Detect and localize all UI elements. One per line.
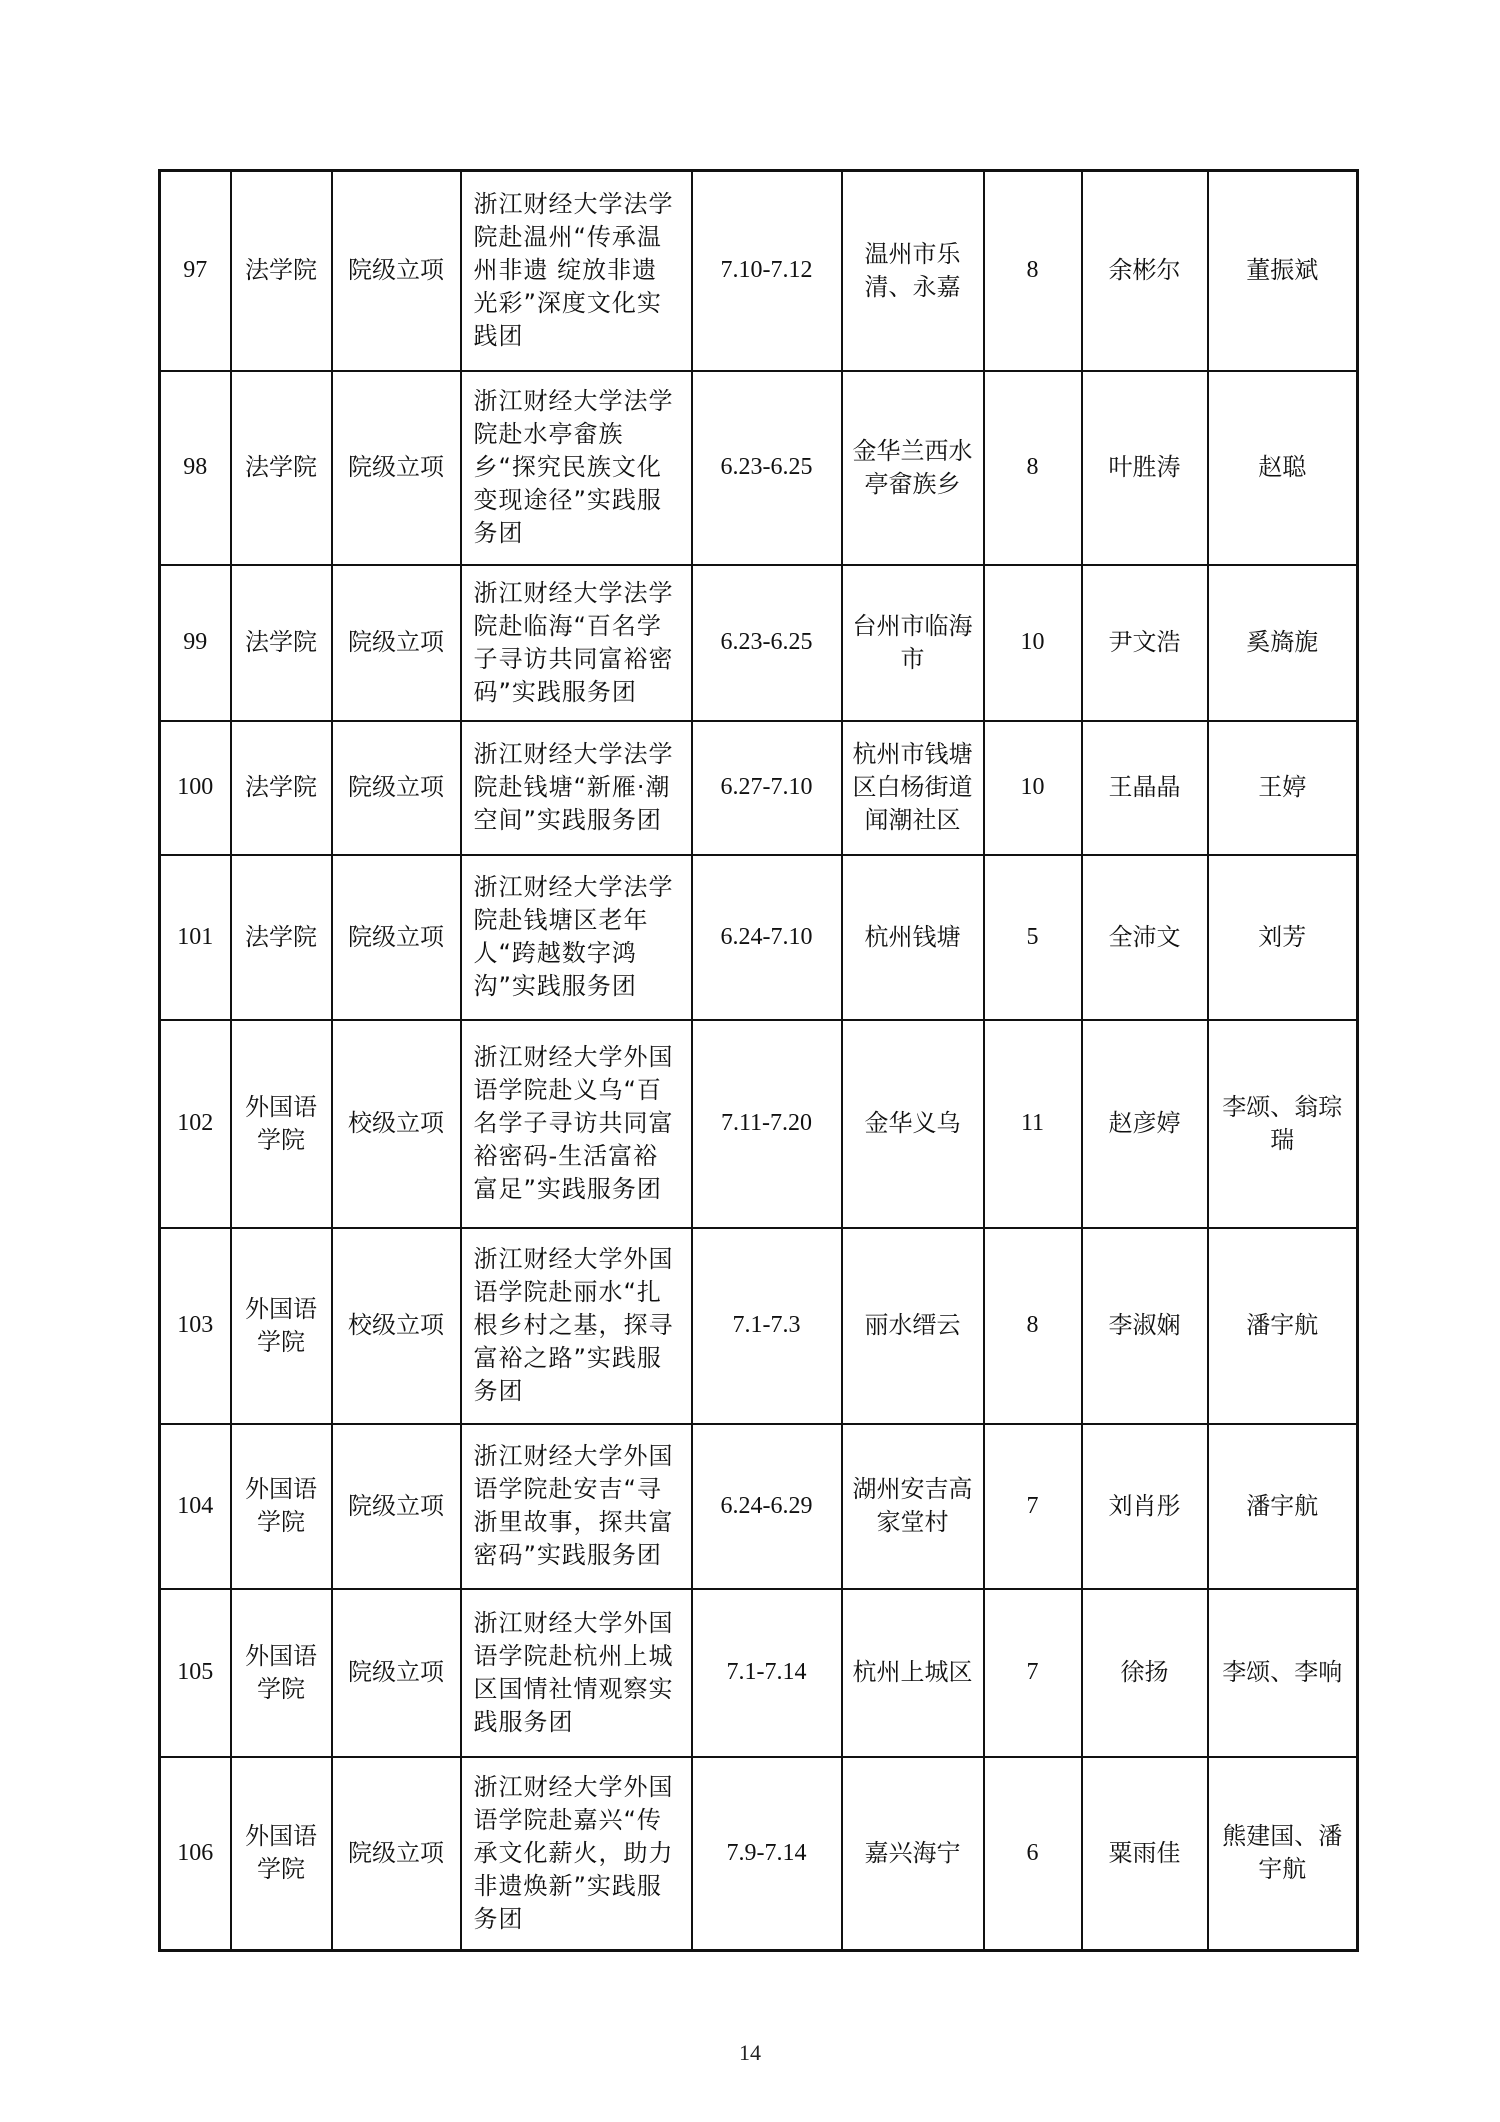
- table-row: [160, 1757, 1358, 1951]
- advisor-cell: [1208, 1020, 1358, 1228]
- location-text: 台州市临海市: [852, 611, 973, 673]
- members-cell: 10: [984, 565, 1082, 721]
- location-text: 金华兰西水亭畲族乡: [852, 436, 973, 498]
- project-name-cell: 浙江财经大学法学院赴水亭畲族乡“探究民族文化变现途径”实践服务团: [461, 371, 692, 565]
- location-text: 丽水缙云: [864, 1311, 961, 1339]
- dates-cell: 7.10-7.12: [692, 171, 842, 371]
- advisor-cell: [1208, 171, 1358, 371]
- project-name-cell: 浙江财经大学外国语学院赴安吉“寻浙里故事，探共富密码”实践服务团: [461, 1424, 692, 1589]
- location-text: 杭州上城区: [852, 1658, 973, 1686]
- level-cell: 院级立项: [332, 1757, 461, 1951]
- level-cell: 院级立项: [332, 565, 461, 721]
- location-text: 嘉兴海宁: [864, 1838, 961, 1867]
- level-cell: 校级立项: [332, 1020, 461, 1228]
- level-cell: 院级立项: [332, 171, 461, 371]
- dates-cell: 6.23-6.25: [692, 371, 842, 565]
- row-number: 102: [160, 1020, 231, 1228]
- dates-cell: 6.27-7.10: [692, 721, 842, 855]
- location-text: 杭州市钱塘区白杨街道闻潮社区: [852, 740, 973, 834]
- dates-cell: 7.1-7.3: [692, 1228, 842, 1424]
- table-row: [160, 565, 1358, 721]
- advisor-cell: [1208, 565, 1358, 721]
- project-table: [158, 169, 1359, 1952]
- advisor-text: 潘宇航: [1246, 1311, 1319, 1339]
- row-number: 105: [160, 1589, 231, 1757]
- location-text: 金华义乌: [864, 1109, 961, 1137]
- members-cell: 7: [984, 1589, 1082, 1757]
- leader-cell: 叶胜涛: [1082, 371, 1208, 565]
- level-cell: 院级立项: [332, 1589, 461, 1757]
- advisor-cell: [1208, 1589, 1358, 1757]
- leader-cell: 徐扬: [1082, 1589, 1208, 1757]
- college-cell: [231, 1589, 332, 1757]
- project-name-cell: 浙江财经大学法学院赴钱塘“新雁·潮空间”实践服务团: [461, 721, 692, 855]
- college-cell: [231, 565, 332, 721]
- location-cell: [842, 1020, 984, 1228]
- location-cell: [842, 855, 984, 1020]
- members-cell: 8: [984, 371, 1082, 565]
- location-cell: [842, 171, 984, 371]
- college-text: 法学院: [245, 773, 317, 801]
- college-text: 法学院: [245, 453, 317, 481]
- college-cell: [231, 371, 332, 565]
- advisor-cell: [1208, 1757, 1358, 1951]
- leader-cell: 王晶晶: [1082, 721, 1208, 855]
- page-number: 14: [739, 2040, 761, 2065]
- dates-cell: 7.9-7.14: [692, 1757, 842, 1951]
- leader-cell: 尹文浩: [1082, 565, 1208, 721]
- level-cell: 院级立项: [332, 855, 461, 1020]
- location-cell: [842, 371, 984, 565]
- college-cell: [231, 1424, 332, 1589]
- row-number: 103: [160, 1228, 231, 1424]
- advisor-cell: [1208, 1424, 1358, 1589]
- location-cell: [842, 1424, 984, 1589]
- location-text: 湖州安吉高家堂村: [852, 1475, 973, 1536]
- project-name-cell: 浙江财经大学法学院赴温州“传承温州非遗 绽放非遗光彩”深度文化实践团: [461, 171, 692, 371]
- location-text: 杭州钱塘: [864, 922, 961, 951]
- level-cell: 院级立项: [332, 1424, 461, 1589]
- location-cell: [842, 565, 984, 721]
- college-text: 法学院: [245, 256, 317, 285]
- members-cell: 5: [984, 855, 1082, 1020]
- project-name-cell: 浙江财经大学外国语学院赴义乌“百名学子寻访共同富裕密码-生活富裕富足”实践服务团: [461, 1020, 692, 1228]
- college-text: 外国语学院: [245, 1092, 317, 1154]
- table-row: [160, 1424, 1358, 1589]
- members-cell: 6: [984, 1757, 1082, 1951]
- level-cell: 院级立项: [332, 721, 461, 855]
- college-cell: [231, 171, 332, 371]
- dates-cell: 6.23-6.25: [692, 565, 842, 721]
- dates-cell: 6.24-6.29: [692, 1424, 842, 1589]
- table-body: [160, 171, 1358, 1951]
- location-text: 温州市乐清、永嘉: [864, 239, 961, 301]
- location-cell: [842, 1228, 984, 1424]
- leader-cell: 赵彦婷: [1082, 1020, 1208, 1228]
- college-text: 外国语学院: [245, 1475, 317, 1536]
- dates-cell: 7.11-7.20: [692, 1020, 842, 1228]
- college-text: 外国语学院: [245, 1641, 317, 1703]
- leader-cell: 余彬尔: [1082, 171, 1208, 371]
- advisor-cell: [1208, 371, 1358, 565]
- leader-cell: 全沛文: [1082, 855, 1208, 1020]
- row-number: 106: [160, 1757, 231, 1951]
- college-text: 法学院: [245, 922, 317, 951]
- advisor-text: 李颂、李响: [1222, 1658, 1343, 1686]
- level-cell: 院级立项: [332, 371, 461, 565]
- table-row: [160, 855, 1358, 1020]
- advisor-cell: [1208, 855, 1358, 1020]
- location-cell: [842, 1757, 984, 1951]
- advisor-text: 刘芳: [1258, 922, 1307, 951]
- college-cell: [231, 721, 332, 855]
- row-number: 101: [160, 855, 231, 1020]
- table-row: [160, 371, 1358, 565]
- table-row: [160, 171, 1358, 371]
- members-cell: 8: [984, 1228, 1082, 1424]
- location-cell: [842, 721, 984, 855]
- leader-cell: 粟雨佳: [1082, 1757, 1208, 1951]
- advisor-cell: [1208, 721, 1358, 855]
- advisor-text: 董振斌: [1246, 256, 1319, 285]
- leader-cell: 刘肖彤: [1082, 1424, 1208, 1589]
- college-cell: [231, 1228, 332, 1424]
- college-text: 法学院: [245, 628, 317, 656]
- level-cell: 校级立项: [332, 1228, 461, 1424]
- advisor-text: 奚旖旎: [1246, 628, 1319, 656]
- location-cell: [842, 1589, 984, 1757]
- project-name-cell: 浙江财经大学外国语学院赴杭州上城区国情社情观察实践服务团: [461, 1589, 692, 1757]
- project-name-cell: 浙江财经大学法学院赴钱塘区老年人“跨越数字鸿沟”实践服务团: [461, 855, 692, 1020]
- row-number: 99: [160, 565, 231, 721]
- advisor-text: 赵聪: [1258, 453, 1307, 481]
- leader-cell: 李淑娴: [1082, 1228, 1208, 1424]
- college-cell: [231, 1757, 332, 1951]
- college-cell: [231, 855, 332, 1020]
- dates-cell: 6.24-7.10: [692, 855, 842, 1020]
- members-cell: 10: [984, 721, 1082, 855]
- table-row: [160, 1020, 1358, 1228]
- advisor-cell: [1208, 1228, 1358, 1424]
- college-text: 外国语学院: [245, 1294, 317, 1356]
- members-cell: 11: [984, 1020, 1082, 1228]
- members-cell: 7: [984, 1424, 1082, 1589]
- college-cell: [231, 1020, 332, 1228]
- college-text: 外国语学院: [245, 1822, 317, 1884]
- row-number: 104: [160, 1424, 231, 1589]
- table-row: [160, 721, 1358, 855]
- members-cell: 8: [984, 171, 1082, 371]
- row-number: 97: [160, 171, 231, 371]
- advisor-text: 潘宇航: [1246, 1491, 1319, 1520]
- advisor-text: 王婷: [1258, 773, 1307, 801]
- table-row: [160, 1589, 1358, 1757]
- row-number: 100: [160, 721, 231, 855]
- project-name-cell: 浙江财经大学外国语学院赴嘉兴“传承文化薪火，助力非遗焕新”实践服务团: [461, 1757, 692, 1951]
- project-name-cell: 浙江财经大学法学院赴临海“百名学子寻访共同富裕密码”实践服务团: [461, 565, 692, 721]
- advisor-text: 熊建国、潘宇航: [1222, 1822, 1343, 1884]
- dates-cell: 7.1-7.14: [692, 1589, 842, 1757]
- advisor-text: 李颂、翁琮瑞: [1222, 1092, 1343, 1154]
- table-row: [160, 1228, 1358, 1424]
- row-number: 98: [160, 371, 231, 565]
- project-name-cell: 浙江财经大学外国语学院赴丽水“扎根乡村之基，探寻富裕之路”实践服务团: [461, 1228, 692, 1424]
